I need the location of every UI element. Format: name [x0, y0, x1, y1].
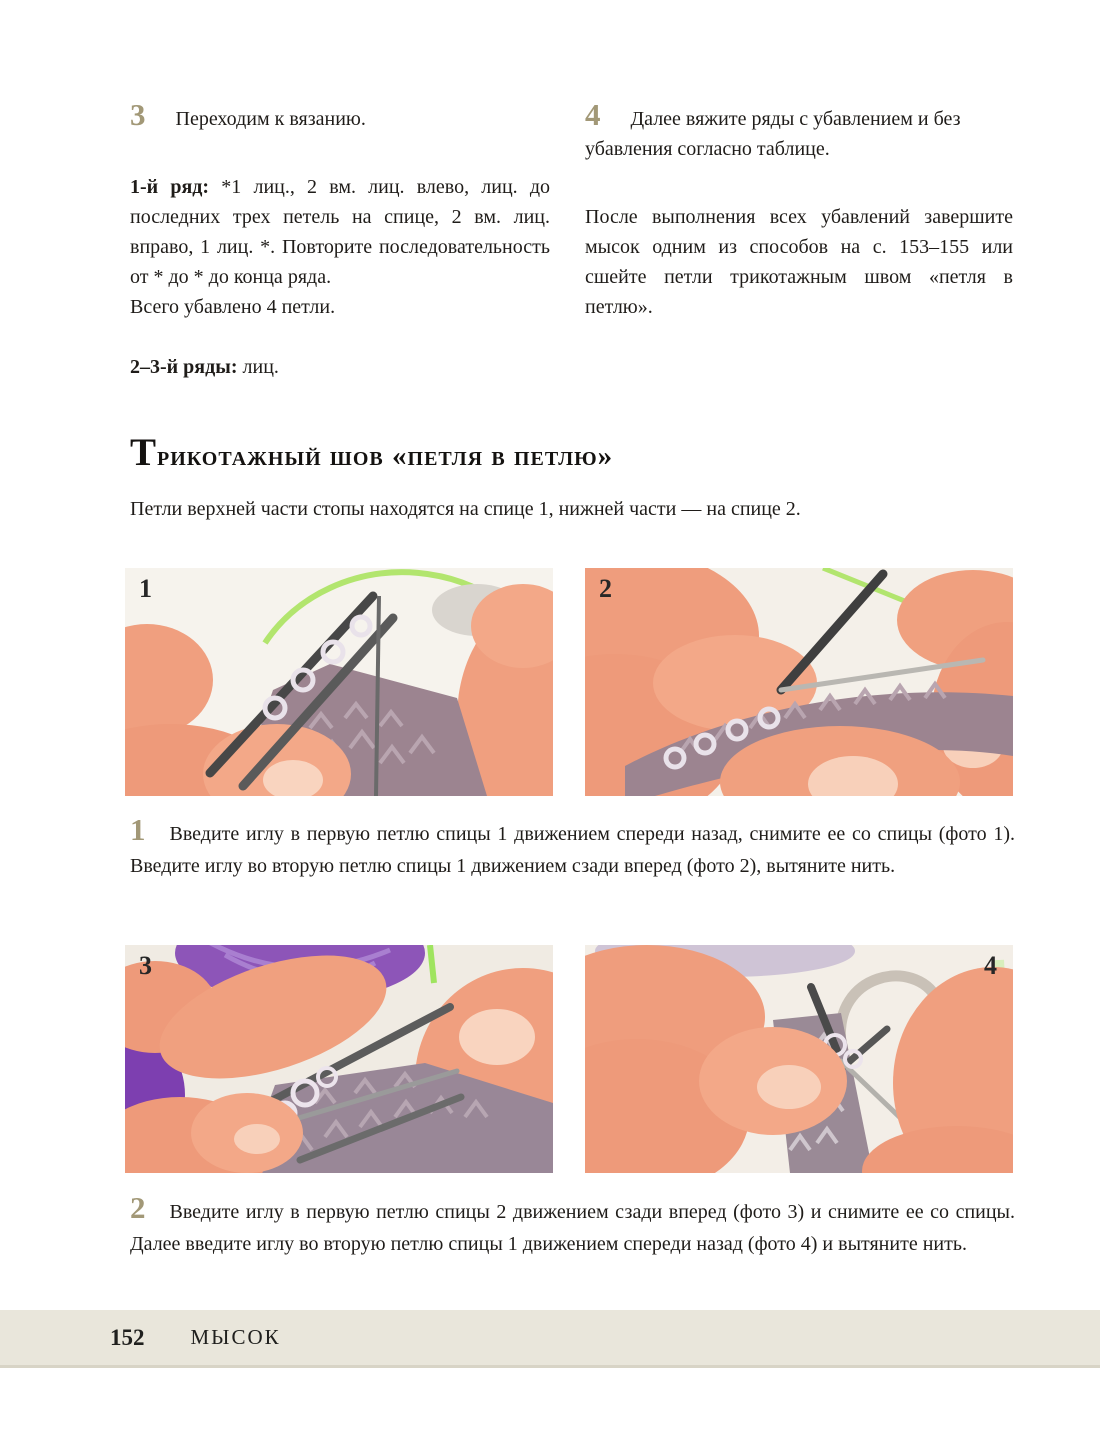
photo-4	[585, 945, 1013, 1173]
top-right-column	[585, 97, 1013, 322]
photo-2-number: 2	[599, 574, 612, 603]
photo-1-number: 1	[139, 574, 152, 603]
step-3-number: 3	[130, 97, 146, 132]
rows-2-3-label: 2–3-й ряды:	[130, 356, 238, 378]
step-1-number: 1	[130, 812, 146, 847]
step-2-text: Введите иглу в первую петлю спицы 2 движением сзади вперед (фото 3) и снимите ее со спицы. Далее введите иглу во вторую петлю спицы 1 движением спереди назад (фото 4) и вытяните нить.	[130, 1201, 1015, 1255]
photo-4-number: 4	[984, 951, 997, 980]
row1-note: Всего убавлено 4 петли.	[130, 296, 336, 318]
step-3-text: Переходим к вязанию.	[175, 108, 366, 130]
page-number: 152	[110, 1324, 145, 1350]
section-heading: Трикотажный шов «петля в петлю»	[130, 431, 614, 474]
footer-band	[0, 1310, 1100, 1368]
step-1-paragraph	[130, 812, 1015, 882]
step-4-text: Далее вяжите ряды с убавлением и без убавления согласно таблице.	[585, 108, 961, 160]
step-3-heading	[130, 97, 550, 134]
photo-2	[585, 568, 1013, 796]
step-2-number: 2	[130, 1190, 146, 1225]
step-4-number: 4	[585, 97, 601, 132]
chapter-title: МЫСОК	[190, 1325, 281, 1349]
photo-1-image	[125, 568, 553, 796]
step-4-heading	[585, 97, 1013, 164]
rows-2-3-paragraph	[130, 352, 550, 382]
step-1-text: Введите иглу в первую петлю спицы 1 движением спереди назад, снимите ее со спицы (фото 1). Введите иглу во вторую петлю спицы 1 движением сзади вперед (фото 2), вытяните нить.	[130, 823, 1015, 877]
top-left-column	[130, 97, 551, 402]
photo-3	[125, 945, 553, 1173]
photo-3-number: 3	[139, 951, 152, 980]
photo-3-image	[125, 945, 553, 1173]
step-2-paragraph	[130, 1190, 1015, 1260]
row1-text: *1 лиц., 2 вм. лиц. влево, лиц. до последних трех петель на спице, 2 вм. лиц. вправо, 1 лиц. *. Повторите последовательность от * до * до конца ряда.	[130, 176, 551, 288]
photo-1	[125, 568, 553, 796]
photo-2-image	[585, 568, 1013, 796]
row1-label: 1-й ряд:	[130, 176, 210, 198]
photo-4-image	[585, 945, 1013, 1173]
rows-2-3-text: лиц.	[242, 356, 279, 378]
finish-paragraph: После выполнения всех убавлений завершите мысок одним из способов на с. 153–155 или сшейте петли трикотажным швом «петля в петлю».	[585, 206, 1013, 318]
row1-paragraph	[130, 172, 550, 292]
section-intro: Петли верхней части стопы находятся на спице 1, нижней части — на спице 2.	[130, 498, 801, 520]
